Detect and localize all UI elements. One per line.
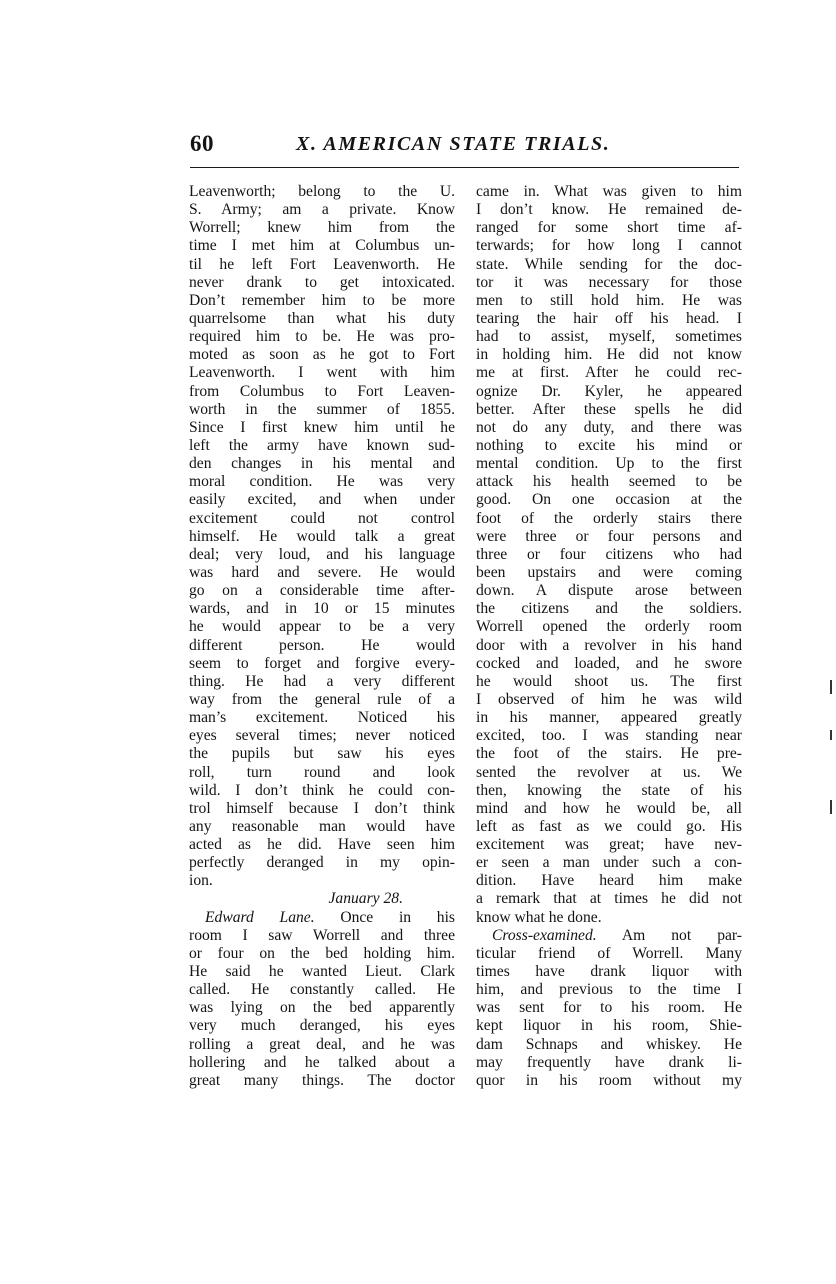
text-line: quarrelsome than what his duty (189, 309, 455, 327)
witness-name: Edward Lane. (205, 908, 315, 926)
text-line: hollering and he talked about a (189, 1053, 455, 1071)
right-column-text (476, 183, 742, 927)
witness-intro-text: Once in his (340, 908, 455, 926)
text-line: room I saw Worrell and three (189, 926, 455, 944)
date-heading: January 28. (328, 890, 403, 908)
text-line: had to assist, myself, sometimes (476, 328, 742, 346)
text-line: state. While sending for the doc- (476, 255, 742, 273)
witness-intro-line (189, 909, 455, 927)
text-line: from Columbus to Fort Leaven- (189, 382, 455, 400)
cross-examined-label: Cross-examined. (492, 926, 597, 944)
text-line: Don’t remember him to be more (189, 291, 455, 309)
text-line: wild. I don’t think he could con- (189, 781, 455, 799)
text-line: were three or four persons and (476, 527, 742, 545)
text-line: dition. Have heard him make (476, 872, 742, 890)
cross-examined-line (476, 927, 742, 945)
text-line: a remark that at times he did not (476, 890, 742, 908)
text-line: til he left Fort Leavenworth. He (189, 255, 455, 273)
page-header (190, 131, 740, 163)
text-line: time I met him at Columbus un- (189, 237, 455, 255)
text-line: great many things. The doctor (189, 1071, 455, 1089)
text-line: men to still hold him. He was (476, 291, 742, 309)
text-line: been upstairs and were coming (476, 563, 742, 581)
text-line: the foot of the stairs. He pre- (476, 745, 742, 763)
text-line: any reasonable man would have (189, 817, 455, 835)
text-line: him, and previous to the time I (476, 981, 742, 999)
text-line: not do any duty, and there was (476, 418, 742, 436)
text-line: attack his health seemed to be (476, 473, 742, 491)
text-line: good. On one occasion at the (476, 491, 742, 509)
text-line: terwards; for how long I cannot (476, 237, 742, 255)
text-line: left the army have known sud- (189, 436, 455, 454)
running-title: X. AMERICAN STATE TRIALS. (296, 133, 611, 155)
left-column (189, 183, 455, 1090)
text-line: excitement could not control (189, 509, 455, 527)
text-line: rolling a great deal, and he was (189, 1035, 455, 1053)
text-line: roll, turn round and look (189, 763, 455, 781)
text-line: was sent for to his room. He (476, 999, 742, 1017)
text-line: foot of the orderly stairs there (476, 509, 742, 527)
text-line: man’s excitement. Noticed his (189, 709, 455, 727)
text-line: excitement was great; have nev- (476, 836, 742, 854)
page-number: 60 (190, 131, 214, 156)
text-line: was lying on the bed apparently (189, 999, 455, 1017)
text-line: ion. (189, 872, 213, 890)
text-line: seem to forget and forgive every- (189, 654, 455, 672)
text-line: perfectly deranged in my opin- (189, 854, 455, 872)
text-line: down. A dispute arose between (476, 582, 742, 600)
text-line: door with a revolver in his hand (476, 636, 742, 654)
text-line: worth in the summer of 1855. (189, 400, 455, 418)
text-line: eyes several times; never noticed (189, 727, 455, 745)
text-line: S. Army; am a private. Know (189, 201, 455, 219)
text-line: easily excited, and when under (189, 491, 455, 509)
text-line: Leavenworth; belong to the U. (189, 183, 455, 200)
text-line: thing. He had a very different (189, 672, 455, 690)
text-line: wards, and in 10 or 15 minutes (189, 600, 455, 618)
right-column-text-continued (476, 945, 742, 1090)
text-line: in his manner, appeared greatly (476, 709, 742, 727)
text-line: Since I first knew him until he (189, 418, 455, 436)
text-line: er seen a man under such a con- (476, 854, 742, 872)
text-line: ranged for some short time af- (476, 219, 742, 237)
text-line: better. After these spells he did (476, 400, 742, 418)
text-line: ticular friend of Worrell. Many (476, 944, 742, 962)
text-line: go on a considerable time after- (189, 582, 455, 600)
text-line: very much deranged, his eyes (189, 1017, 455, 1035)
text-line: left as fast as we could go. His (476, 817, 742, 835)
text-line: he would shoot us. The first (476, 672, 742, 690)
text-line: kept liquor in his room, Shie- (476, 1017, 742, 1035)
text-line: himself. He would talk a great (189, 527, 455, 545)
text-line: excited, too. I was standing near (476, 727, 742, 745)
text-line: tor it was necessary for those (476, 273, 742, 291)
text-line: the citizens and the soldiers. (476, 600, 742, 618)
text-line: may frequently have drank li- (476, 1053, 742, 1071)
text-line: was hard and severe. He would (189, 563, 455, 581)
text-line: moted as soon as he got to Fort (189, 346, 455, 364)
text-line: never drank to get intoxicated. (189, 273, 455, 291)
text-line: ognize Dr. Kyler, he appeared (476, 382, 742, 400)
text-line: sented the revolver at us. We (476, 763, 742, 781)
cross-examined-text: Am not par- (621, 926, 742, 944)
text-line: way from the general rule of a (189, 690, 455, 708)
text-line: quor in his room without my (476, 1071, 742, 1089)
text-line: the pupils but saw his eyes (189, 745, 455, 763)
text-line: dam Schnaps and whiskey. He (476, 1035, 742, 1053)
text-line: cocked and loaded, and he swore (476, 654, 742, 672)
left-column-text (189, 183, 455, 890)
text-line: deal; very loud, and his language (189, 545, 455, 563)
text-line: nothing to excite his mind or (476, 436, 742, 454)
text-line: mental condition. Up to the first (476, 455, 742, 473)
text-line: required him to be. He was pro- (189, 328, 455, 346)
text-line: then, knowing the state of his (476, 781, 742, 799)
edge-mark (830, 730, 832, 740)
text-line: or four on the bed holding him. (189, 944, 455, 962)
text-line: mind and how he would be, all (476, 799, 742, 817)
edge-mark (830, 680, 832, 694)
text-line: called. He constantly called. He (189, 981, 455, 999)
left-column-text-continued (189, 927, 455, 1090)
text-line: Worrell opened the orderly room (476, 618, 742, 636)
text-line: three or four citizens who had (476, 545, 742, 563)
text-line: Leavenworth. I went with him (189, 364, 455, 382)
header-rule (190, 167, 739, 168)
text-line: me at first. After he could rec- (476, 364, 742, 382)
text-line: in holding him. He did not know (476, 346, 742, 364)
text-line: He said he wanted Lieut. Clark (189, 963, 455, 981)
text-line: I don’t know. He remained de- (476, 201, 742, 219)
text-line: Worrell; knew him from the (189, 219, 455, 237)
right-column (476, 183, 742, 1090)
text-line: den changes in his mental and (189, 455, 455, 473)
text-line: trol himself because I don’t think (189, 799, 455, 817)
text-line: acted as he did. Have seen him (189, 836, 455, 854)
text-line: times have drank liquor with (476, 963, 742, 981)
edge-mark (830, 800, 832, 814)
text-line: tearing the hair off his head. I (476, 309, 742, 327)
page-edge-marks (826, 680, 836, 820)
text-line: moral condition. He was very (189, 473, 455, 491)
text-line: he would appear to be a very (189, 618, 455, 636)
text-line: know what he done. (476, 908, 602, 926)
text-line: I observed of him he was wild (476, 690, 742, 708)
text-line: came in. What was given to him (476, 183, 742, 200)
text-line: different person. He would (189, 636, 455, 654)
